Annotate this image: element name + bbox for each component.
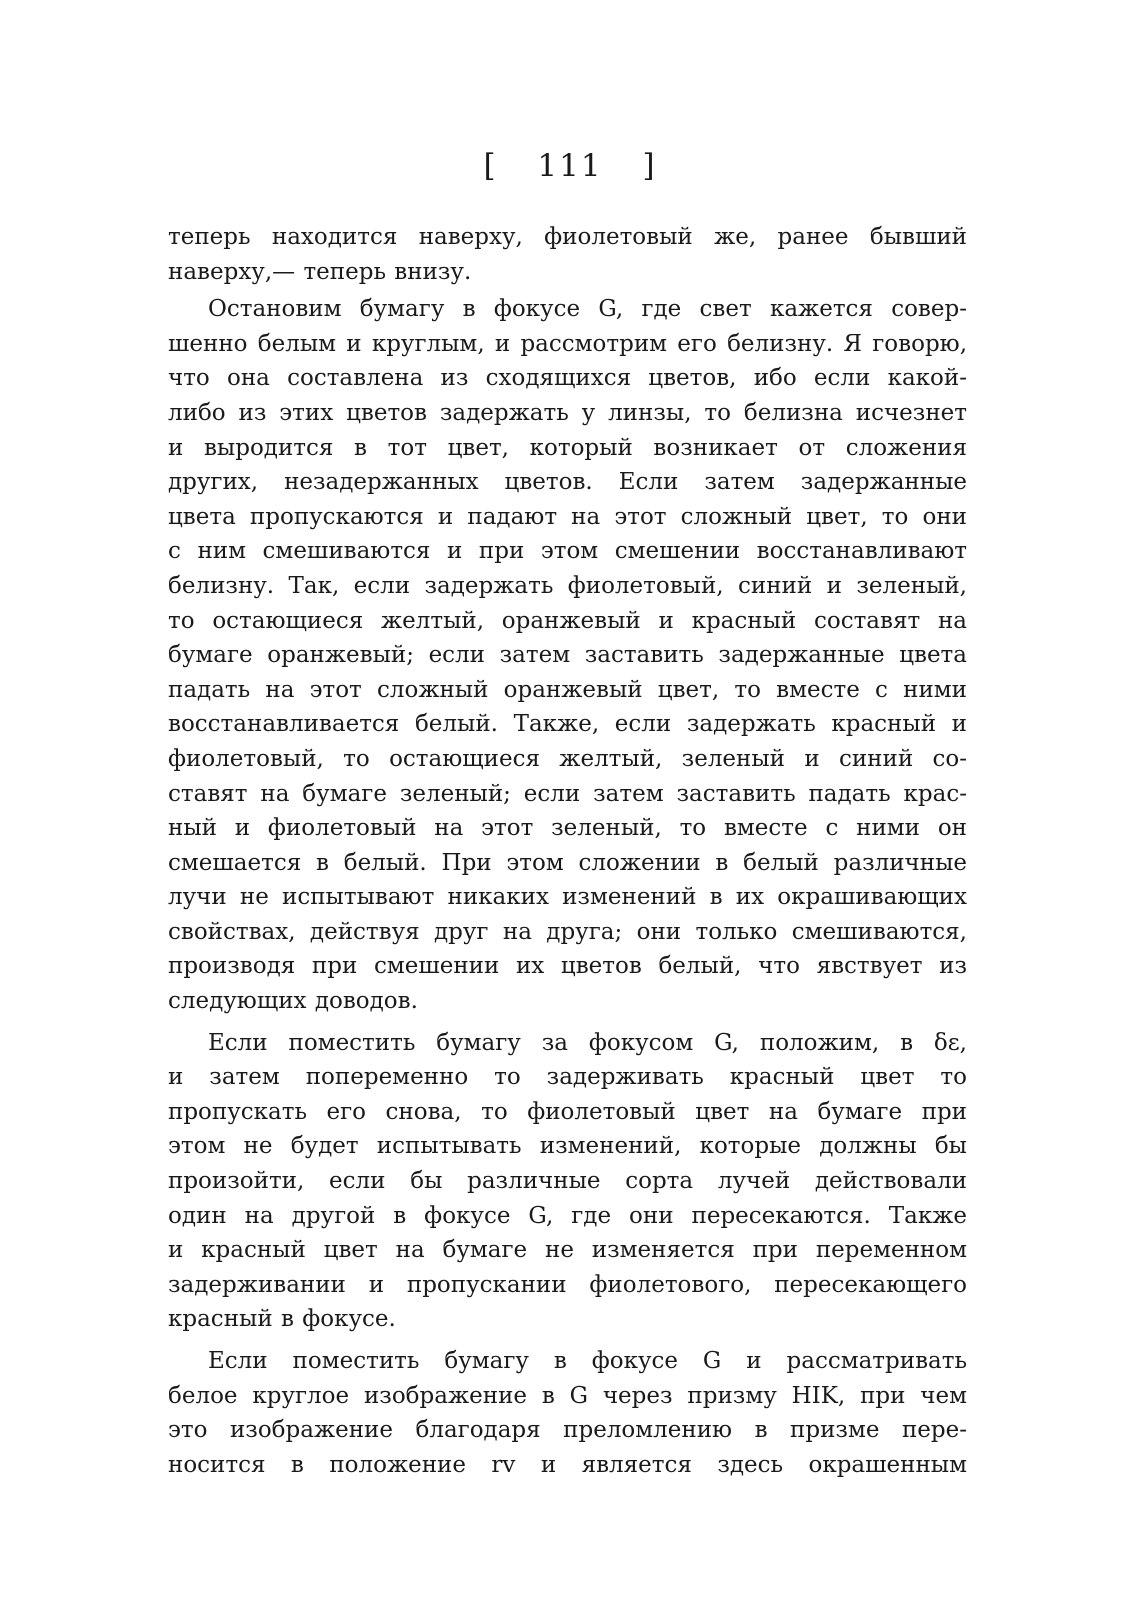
page-number <box>0 146 1140 186</box>
text-line: производя при смешении их цветов белый, что явствует из <box>168 953 967 980</box>
text-line: цвета пропускаются и падают на этот сложный цвет, то они <box>168 503 967 530</box>
text-line: падать на этот сложный оранжевый цвет, то вместе с ними <box>168 676 967 703</box>
paragraph-4 <box>168 1344 967 1482</box>
text-line: восстанавливается белый. Также, если задержать красный и <box>168 711 967 738</box>
close-bracket: ] <box>642 148 657 184</box>
text-line: с ним смешиваются и при этом смешении восстанавливают <box>168 538 967 565</box>
text-line: следующих доводов. <box>168 988 418 1015</box>
text-line: бумаге оранжевый; если затем заставить задержанные цвета <box>168 642 967 669</box>
text-line: ный и фиолетовый на этот зеленый, то вместе с ними он <box>168 815 967 842</box>
paragraph-2 <box>168 292 967 1018</box>
text-line: других, незадержанных цветов. Если затем задержанные <box>168 469 967 496</box>
text-line: ставят на бумаге зеленый; если затем заставить падать крас- <box>168 780 967 807</box>
text-line: фиолетовый, то остающиеся желтый, зеленый и синий со- <box>168 745 967 772</box>
text-line: теперь находится наверху, фиолетовый же, ранее бывший <box>168 224 967 250</box>
text-line: это изображение благодаря преломлению в призме пере- <box>168 1417 967 1444</box>
text-line: один на другой в фокусе G, где они пересекаются. Также <box>168 1202 967 1229</box>
text-line: Если поместить бумагу в фокусе G и рассматривать <box>208 1348 967 1374</box>
text-line: шенно белым и круглым, и рассмотрим его белизну. Я говорю, <box>168 330 967 357</box>
text-line: либо из этих цветов задержать у линзы, то белизна исчезнет <box>168 399 967 426</box>
text-line: свойствах, действуя друг на друга; они только смешиваются, <box>168 918 967 945</box>
text-line: и красный цвет на бумаге не изменяется при переменном <box>168 1237 967 1264</box>
text-line: белое круглое изображение в G через призму HIK, при чем <box>168 1382 967 1409</box>
text-line: произойти, если бы различные сорта лучей действовали <box>168 1168 967 1195</box>
text-line: и затем попеременно то задерживать красный цвет то <box>168 1064 967 1091</box>
text-line: и выродится в тот цвет, который возникает от сложения <box>168 434 967 461</box>
text-line: то остающиеся желтый, оранжевый и красный составят на <box>168 607 967 634</box>
text-line: лучи не испытывают никаких изменений в их окрашивающих <box>168 884 967 911</box>
text-line: задерживании и пропускании фиолетового, пересекающего <box>168 1271 967 1298</box>
paragraph-1 <box>168 220 967 289</box>
text-line: носится в положение rv и является здесь окрашенным <box>168 1451 967 1478</box>
text-line: пропускать его снова, то фиолетовый цвет на бумаге при <box>168 1098 967 1125</box>
text-line: наверху,— теперь внизу. <box>168 258 472 285</box>
text-line: этом не будет испытывать изменений, которые должны бы <box>168 1133 967 1160</box>
text-line: красный в фокусе. <box>168 1306 396 1333</box>
text-line: Если поместить бумагу за фокусом G, положим, в δε, <box>208 1029 967 1056</box>
body-text <box>168 220 967 1482</box>
text-line: что она составлена из сходящихся цветов, ибо если какой- <box>168 365 967 392</box>
text-line: смешается в белый. При этом сложении в белый различные <box>168 849 967 876</box>
open-bracket: [ <box>483 148 498 184</box>
text-line: Остановим бумагу в фокусе G, где свет кажется совер- <box>208 296 967 323</box>
text-line: белизну. Так, если задержать фиолетовый, синий и зеленый, <box>168 572 967 599</box>
page-number-value: 111 <box>537 148 603 184</box>
paragraph-3 <box>168 1026 967 1337</box>
